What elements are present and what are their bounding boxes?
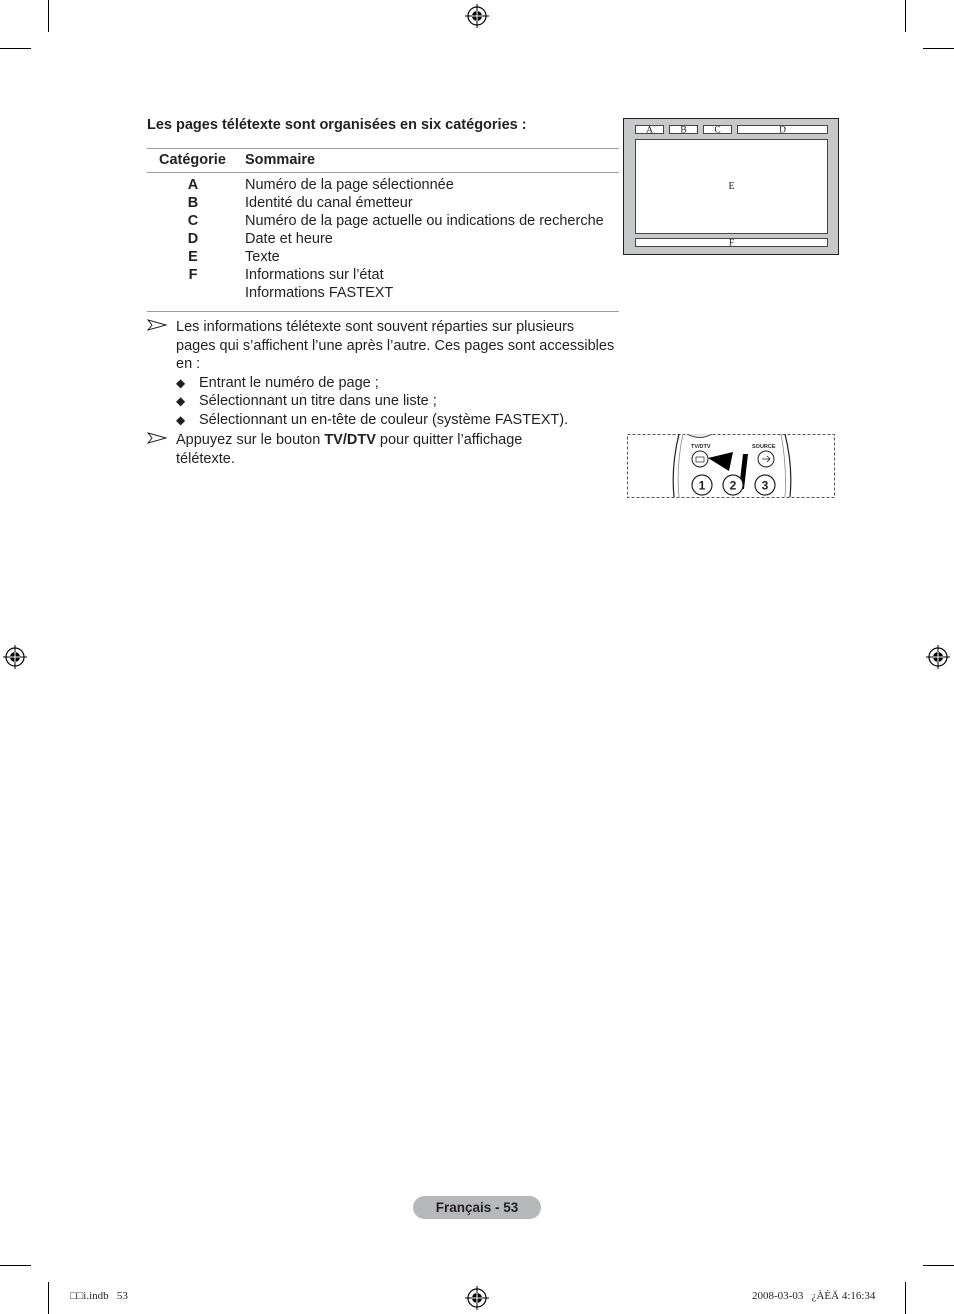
note-arrow-icon <box>147 319 167 331</box>
teletext-layout-diagram <box>623 118 839 255</box>
print-slug-file: □□i.indb 53 <box>70 1290 128 1302</box>
remote-tvdtv-label: TV/DTV <box>691 444 711 450</box>
table-row-desc: Informations FASTEXT <box>245 285 394 301</box>
table-row-letter: F <box>188 267 198 283</box>
table-row-desc: Numéro de la page actuelle ou indications de recherche <box>245 213 604 229</box>
diamond-bullet-icon: ◆ <box>176 376 186 390</box>
number-button-label: 2 <box>729 478 737 493</box>
table-rule-bottom <box>147 311 619 312</box>
diagram-label-f: F <box>728 238 735 249</box>
tvdtv-button <box>692 451 708 467</box>
diagram-label-e: E <box>728 181 735 192</box>
table-row-letter: D <box>187 231 199 247</box>
list-item <box>176 374 379 393</box>
note-text <box>176 431 556 468</box>
note-arrow-icon <box>147 432 167 444</box>
note-text: Les informations télétexte sont souvent réparties sur plusieurs pages qui s’affichent l’une après l’autre. Ces pages sont accessibles en : <box>176 319 615 372</box>
registration-mark-icon <box>926 645 950 669</box>
registration-mark-icon <box>3 645 27 669</box>
table-row-letter: A <box>187 177 199 193</box>
registration-mark-icon <box>465 4 489 28</box>
intro-heading: Les pages télétexte sont organisées en six catégories : <box>147 117 527 133</box>
diagram-label-a: A <box>646 125 653 136</box>
table-row-desc: Identité du canal émetteur <box>245 195 413 211</box>
table-header-category: Catégorie <box>159 152 226 168</box>
diamond-bullet-icon: ◆ <box>176 394 186 408</box>
table-row-desc: Date et heure <box>245 231 333 247</box>
number-button-label: 3 <box>761 478 769 493</box>
crop-mark <box>905 0 906 32</box>
note-text-part: Appuyez sur le bouton <box>176 432 325 448</box>
page-number-badge: Français - 53 <box>413 1196 541 1219</box>
remote-source-label: SOURCE <box>752 444 776 450</box>
diagram-label-b: B <box>680 125 687 136</box>
crop-mark <box>905 1282 906 1314</box>
table-row-desc: Texte <box>245 249 280 265</box>
note-text-part: pour quitter l’affichage télétexte. <box>176 432 523 467</box>
list-item-text: Sélectionnant un titre dans une liste ; <box>199 393 437 409</box>
crop-mark <box>0 1265 31 1266</box>
table-header-summary: Sommaire <box>245 152 316 168</box>
table-row-letter: C <box>187 213 199 229</box>
list-item <box>176 392 437 411</box>
diagram-label-d: D <box>779 125 786 136</box>
tvdtv-button-name: TV/DTV <box>324 432 376 448</box>
print-slug-date: 2008-03-03 ¿ÀÈÄ 4:16:34 <box>752 1290 876 1302</box>
remote-control-illustration <box>627 434 835 498</box>
list-item-text: Entrant le numéro de page ; <box>199 375 379 391</box>
registration-mark-icon <box>465 1286 489 1310</box>
table-row-desc: Numéro de la page sélectionnée <box>245 177 454 193</box>
crop-mark <box>0 48 31 49</box>
crop-mark <box>48 0 49 32</box>
table-row-letter: E <box>188 249 198 265</box>
diamond-bullet-icon: ◆ <box>176 413 186 427</box>
crop-mark <box>923 1265 954 1266</box>
crop-mark <box>923 48 954 49</box>
list-item-text: Sélectionnant un en-tête de couleur (système FASTEXT). <box>199 412 569 428</box>
table-row-desc: Informations sur l’état <box>245 267 384 283</box>
table-rule-top <box>147 148 619 149</box>
table-rule-header <box>147 172 619 173</box>
diagram-label-c: C <box>714 125 721 136</box>
table-row-letter: B <box>187 195 199 211</box>
list-item <box>176 411 568 430</box>
crop-mark <box>48 1282 49 1314</box>
number-button-label: 1 <box>698 478 706 493</box>
